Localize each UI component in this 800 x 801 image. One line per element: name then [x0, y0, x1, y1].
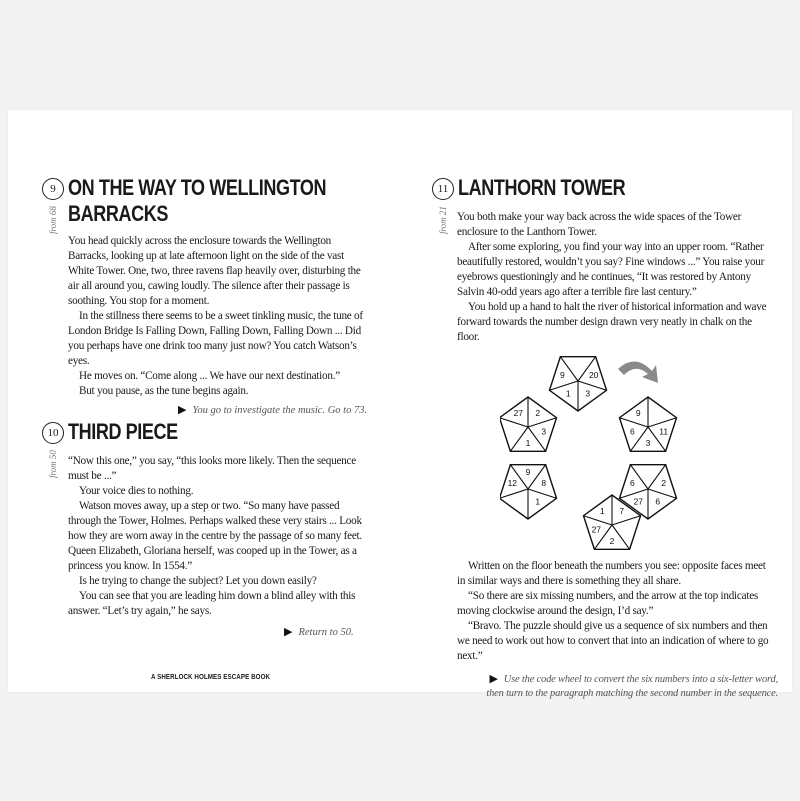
- paragraph: “Now this one,” you say, “this looks more likely. Then the sequence must be ...”: [68, 455, 356, 482]
- paragraph: You hold up a hand to halt the river of historical information and wave forward towards the number design drawn very neatly in chalk on the floor.: [457, 301, 767, 343]
- paragraph: You head quickly across the enclosure towards the Wellington Barracks, looking up at late afternoon light on the side of the vast White Tower. One, two, three ravens flap heavily over, disturbing the air all around you, cawing loudly. The silence after their passage is soothing. You stop for a moment.: [68, 235, 361, 307]
- cue-arrow-icon: ▶: [284, 626, 293, 638]
- pentagon-face-label: 3: [585, 388, 591, 399]
- cue-text: Use the code wheel to convert the six numbers into a six-letter word,: [503, 674, 778, 685]
- right-page: [400, 110, 792, 699]
- pentagon-face-label: 6: [629, 478, 635, 489]
- pentagon-face-label: 9: [525, 466, 531, 477]
- pentagon-face-label: 2: [609, 535, 615, 546]
- pentagon-face-label: 1: [535, 496, 541, 507]
- pentagon-face-label: 11: [659, 426, 669, 437]
- choice-cue[interactable]: [284, 625, 354, 638]
- paragraph: Is he trying to change the subject? Let you down easily?: [79, 575, 317, 587]
- pentagon-face-label: 1: [565, 388, 571, 399]
- paragraph: Your voice dies to nothing.: [79, 485, 194, 497]
- from-reference: from 21: [438, 206, 448, 234]
- cue-text: Return to 50.: [298, 627, 354, 638]
- book-spread: [8, 110, 792, 699]
- pentagon-face-label: 1: [525, 437, 531, 448]
- paragraph: But you pause, as the tune begins again.: [79, 385, 249, 397]
- section-number-badge: 11: [432, 178, 454, 200]
- pentagon-face-label: 3: [541, 426, 547, 437]
- paragraph: “Bravo. The puzzle should give us a sequence of six numbers and then we need to work out how to convert that into an indication of where to go next.”: [457, 620, 769, 662]
- pentagon-face-label: 20: [588, 370, 599, 381]
- pentagon-face-label: 3: [645, 437, 651, 448]
- pentagon-puzzle: [500, 347, 730, 557]
- paragraph: “So there are six missing numbers, and the arrow at the top indicates moving clockwise around the design, I’d say.”: [457, 590, 759, 617]
- section-title: THIRD PIECE: [68, 419, 178, 444]
- pentagon-lower-left: [500, 465, 557, 519]
- cue-text: then turn to the paragraph matching the second number in the sequence.: [486, 688, 778, 699]
- book-footer: A SHERLOCK HOLMES ESCAPE BOOK: [151, 672, 271, 681]
- paragraph: Written on the floor beneath the numbers you see: opposite faces meet in similar ways and there is something they all share.: [457, 560, 766, 587]
- pentagon-face-label: 9: [635, 407, 641, 418]
- paragraph: In the stillness there seems to be a sweet tinkling music, the tune of London Bridge Is Falling Down, Falling Down, Falling Down ... Did you perhaps have one drink too many just now? You catch Watson’s eyes.: [68, 310, 363, 367]
- paragraph: Watson moves away, up a step or two. “So many have passed through the Tower, Holmes. Perhaps walked these very stairs ... Look how they are worn away in the centre by the passage of so many feet. Queen Elizabeth, Gloriana herself, was cooped up in the Tower, as a princess you know. In 1554.”: [68, 500, 362, 572]
- left-page: [8, 110, 400, 692]
- cue-arrow-icon: ▶: [489, 673, 498, 685]
- pentagon-face-label: 27: [513, 407, 524, 418]
- paragraph: You both make your way back across the wide spaces of the Tower enclosure to the Lanthorn Tower.: [457, 211, 742, 238]
- section-number-badge: 10: [42, 422, 64, 444]
- pentagon-upper-right: [619, 397, 676, 451]
- section-body: [68, 234, 363, 399]
- cue-arrow-icon: ▶: [178, 404, 187, 416]
- pentagon-face-label: 2: [535, 407, 541, 418]
- pentagon-face-label: 2: [661, 478, 667, 489]
- from-reference: from 68: [48, 206, 58, 234]
- section-title-line: ON THE WAY TO WELLINGTON: [68, 175, 327, 200]
- section-title-line: BARRACKS: [68, 201, 168, 226]
- paragraph: You can see that you are leading him down a blind alley with this answer. “Let’s try again,” he says.: [68, 590, 356, 617]
- choice-cue[interactable]: [178, 403, 367, 416]
- pentagon-face-label: 8: [541, 478, 547, 489]
- pentagon-face-label: 1: [599, 505, 605, 516]
- section-body: [457, 210, 775, 345]
- section-body: [457, 559, 775, 664]
- pentagon-face-label: 9: [559, 370, 565, 381]
- pentagon-face-label: 6: [655, 496, 661, 507]
- section-body: [68, 454, 363, 619]
- cue-text: You go to investigate the music. Go to 73.: [192, 405, 368, 416]
- pentagon-face-label: 7: [619, 505, 625, 516]
- from-reference: from 50: [48, 450, 58, 478]
- clockwise-arrow-icon: [618, 361, 658, 383]
- pentagon-face-label: 12: [507, 478, 518, 489]
- pentagon-face-label: 27: [633, 496, 644, 507]
- choice-cue[interactable]: [486, 672, 778, 701]
- section-title: [68, 175, 326, 227]
- pentagon-face-label: 27: [591, 524, 602, 535]
- paragraph: After some exploring, you find your way into an upper room. “Rather beautifully restored, wouldn’t you say? Fine windows ...” You raise your eyebrows questioningly and he continues, “It was restored by Antony Salvin 40-odd years ago after a terrible fire last century.”: [457, 241, 765, 298]
- pentagon-top: [549, 357, 606, 411]
- section-number-badge: 9: [42, 178, 64, 200]
- pentagon-face-label: 6: [629, 426, 635, 437]
- paragraph: He moves on. “Come along ... We have our next destination.”: [79, 370, 340, 382]
- pentagon-upper-left: [500, 397, 557, 451]
- section-title: LANTHORN TOWER: [458, 175, 626, 200]
